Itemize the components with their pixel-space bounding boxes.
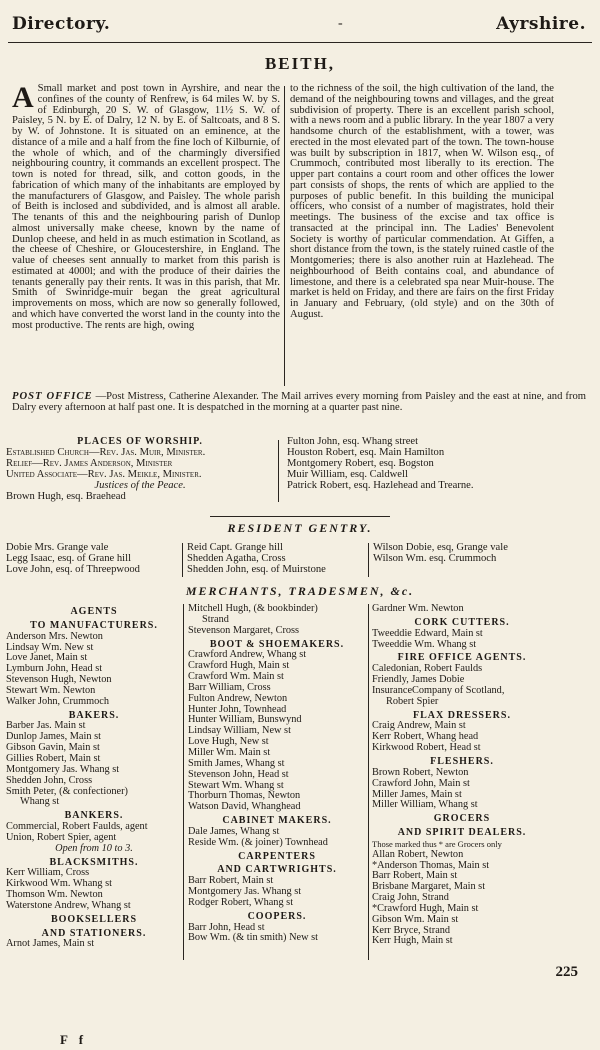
trade-entry: Friendly, James Dobie [372, 674, 465, 686]
trade-entry: Love Janet, Main st [6, 652, 88, 664]
trade-entry: Stewart Wm. Whang st [188, 779, 284, 791]
gentry-entry: Dobie Mrs. Grange vale [6, 542, 109, 553]
trade-heading: AND CARTWRIGHTS. [217, 864, 337, 876]
trade-entry: Shedden John, Cross [6, 774, 93, 786]
trade-heading: CARPENTERS [238, 850, 316, 862]
trade-entry: Barr Robert, Main st [372, 870, 458, 882]
trade-entry: Arnot James, Main st [6, 938, 95, 950]
trade-entry: Mitchell Hugh, (& bookbinder) [188, 603, 318, 614]
intro-right-column [290, 84, 554, 321]
worship-heading: PLACES OF WORSHIP. [77, 436, 203, 447]
gentry-divider-1 [182, 543, 183, 577]
justice-entry: Montgomery Robert, esq. Bogston [287, 457, 434, 469]
trade-entry: Gibson Wm. Main st [372, 913, 459, 925]
trade-entry: Craig John, Strand [372, 892, 449, 904]
trade-entry: Barber Jas. Main st [6, 720, 86, 732]
gentry-entry: Wilson Wm. esq. Crummoch [373, 552, 497, 564]
running-head-left: Directory. [12, 14, 111, 34]
gentry-entry: Shedden John, esq. of Muirstone [187, 563, 326, 575]
trade-entry: Tweeddie Edward, Main st [372, 627, 483, 639]
running-head-dash: - [338, 16, 343, 31]
justices-heading: Justices of the Peace. [94, 479, 186, 491]
trades-divider-1 [183, 604, 184, 960]
trade-entry: Montgomery Jas. Whang st [188, 886, 302, 898]
drop-cap: A [12, 81, 34, 114]
justice-entry: Muir William, esq. Caldwell [287, 468, 408, 480]
trade-entry: Union, Robert Spier, agent [6, 831, 117, 843]
trade-entry: Strand [202, 613, 229, 625]
trade-entry: Crawford John, Main st [372, 777, 470, 789]
trade-entry: Hunter John, Townhead [188, 703, 287, 715]
signature-mark: F f [60, 1032, 88, 1047]
trade-entry: Smith Peter, (& confectioner) [6, 785, 128, 797]
trade-entry: Lindsay Wm. New st [6, 641, 94, 653]
trade-heading: AND SPIRIT DEALERS. [397, 827, 527, 839]
worship-item: United Associate—Rev. Jas. Meikle, Minister. [6, 468, 202, 480]
merchants-heading: MERCHANTS, TRADESMEN, &c. [185, 584, 415, 598]
trade-entry: Stevenson Margaret, Cross [188, 624, 300, 636]
trade-heading: CABINET MAKERS. [222, 815, 332, 827]
header-rule [8, 42, 592, 43]
trade-entry: Fulton Andrew, Newton [188, 692, 288, 704]
trade-heading: FLESHERS. [430, 755, 494, 767]
trades-divider-2 [368, 604, 369, 960]
trade-entry: Allan Robert, Newton [372, 848, 464, 860]
trade-entry: Miller Wm. Main st [188, 746, 271, 758]
page-number: 225 [555, 964, 578, 980]
trade-entry: Montgomery Jas. Whang st [6, 763, 120, 775]
trade-entry: Barr William, Cross [188, 681, 271, 693]
trade-entry: Hunter William, Bunswynd [188, 714, 302, 726]
justice-entry: Patrick Robert, esq. Hazlehead and Trearne. [287, 479, 474, 491]
trade-entry: Gillies Robert, Main st [6, 752, 101, 764]
justice-entry: Fulton John, esq. Whang street [287, 436, 419, 447]
intro-right-text: to the richness of the soil, the high cultivation of the land, the demand of the neighbouring towns and villages, and the great subdivision of property. There is an excellent parish school, with a news room and a public library. In the year 1807 a very handsome church of the establishment, with a tower, was erected in the most elevated part of the town. The town-house was built by subscription in 1817, when W. Wilson esq., of Crummoch, contributed most liberally to its erection. The upper part contains a court room and other offices the lower part consists of shops, the rents of which are applied to the purposes of public benefit. In this building the municipal officers, who consist of a number of magistrates, hold their meetings. The business of the excise and tax office is transacted at the principal inn. The Ladies' Benevolent Society is worthy of particular commendation. At Giffen, a short distance from the town, is the stately ruined castle of the Montgomeries; there is also another ruin at Hazlehead. The neighbourhood of Beith contains coal, and abundance of limestone, and there is a celebrated spa near Muir-house. The market is held on Friday, and there are fairs on the first Friday in January and February, (old style) and on the 30th of August. [290, 83, 554, 320]
trade-entry: Kerr Hugh, Main st [372, 935, 453, 947]
trade-entry: Barr John, Head st [188, 921, 265, 933]
gentry-rule [210, 516, 390, 517]
trade-entry: Those marked thus * are Grocers only [372, 838, 502, 849]
gentry-entry: Wilson Dobie, esq, Grange vale [373, 542, 508, 553]
trade-entry: *Anderson Thomas, Main st [372, 859, 490, 871]
trade-entry: Stevenson John, Head st [188, 768, 289, 780]
gentry-col-1 [6, 543, 182, 576]
trade-entry: Kerr Bryce, Strand [372, 924, 451, 936]
intro-divider [284, 86, 285, 386]
worship-divider [278, 440, 279, 502]
trades-column-left [6, 604, 182, 950]
post-office-label: POST OFFICE [12, 391, 93, 402]
trade-entry: Reside Wm. (& joiner) Townhead [188, 836, 328, 848]
trade-entry: Craig Andrew, Main st [372, 720, 466, 732]
trade-heading: AND STATIONERS. [41, 927, 147, 939]
trade-entry: Tweeddie Wm. Whang st [372, 638, 477, 650]
trade-heading: TO MANUFACTURERS. [30, 619, 158, 631]
trade-entry: Watson David, Whanghead [188, 801, 301, 813]
trade-entry: Whang st [20, 796, 60, 808]
trade-heading: AGENTS [70, 606, 118, 617]
trade-entry: Thorburn Thomas, Newton [188, 790, 301, 802]
trade-entry: Kerr William, Cross [6, 867, 90, 879]
trade-entry: Robert Spier [386, 695, 439, 707]
page-title: BEITH, [264, 54, 336, 73]
trade-heading: BANKERS. [64, 810, 124, 822]
trade-heading: BLACKSMITHS. [49, 856, 139, 868]
trades-column-middle [188, 604, 366, 944]
trade-heading: BOOKSELLERS [50, 913, 138, 925]
trade-entry: Miller James, Main st [372, 788, 462, 800]
trade-entry: Kirkwood Wm. Whang st [6, 878, 113, 890]
trade-entry: Gardner Wm. Newton [372, 603, 464, 614]
trade-entry: Anderson Mrs. Newton [6, 630, 103, 642]
trade-entry: Rodger Robert, Whang st [188, 896, 294, 908]
trade-heading: GROCERS [433, 813, 491, 825]
post-office-text: —Post Mistress, Catherine Alexander. The Mail arrives every morning from Paisley and the east at nine, and from Dalry every afternoon at half past one. It is despatched in the morning at a quarter past nine. [12, 391, 586, 413]
trade-heading: CORK CUTTERS. [414, 616, 510, 628]
trade-entry: Brown Robert, Newton [372, 766, 469, 778]
intro-left-column [12, 81, 280, 331]
gentry-entry: Reid Capt. Grange hill [187, 542, 283, 553]
justice-entry: Brown Hugh, esq. Braehead [6, 490, 126, 502]
gentry-entry: Love John, esq. of Threepwood [6, 563, 140, 575]
trade-entry: Dunlop James, Main st [6, 731, 101, 743]
trade-entry: Bow Wm. (& tin smith) New st [188, 932, 318, 944]
trade-entry: Open from 10 to 3. [55, 842, 133, 854]
gentry-divider-2 [368, 543, 369, 577]
places-of-worship [6, 437, 274, 502]
trade-entry: Smith James, Whang st [188, 757, 285, 769]
trade-entry: Stevenson Hugh, Newton [6, 674, 112, 686]
trade-entry: Miller William, Whang st [372, 799, 478, 811]
justices-list [287, 437, 587, 492]
gentry-entry: Legg Isaac, esq. of Grane hill [6, 552, 132, 564]
worship-item: Relief—Rev. James Anderson, Minister [6, 457, 173, 469]
trade-entry: Commercial, Robert Faulds, agent [6, 821, 148, 833]
trade-entry: *Crawford Hugh, Main st [372, 902, 479, 914]
trade-entry: Lymburn John, Head st [6, 663, 103, 675]
trade-entry: Love Hugh, New st [188, 736, 269, 748]
gentry-col-2 [187, 543, 367, 576]
trade-entry: Thomson Wm. Newton [6, 889, 103, 901]
trade-entry: Caledonian, Robert Faulds [372, 663, 483, 675]
trade-entry: Barr Robert, Main st [188, 875, 274, 887]
trade-entry: Crawford Hugh, Main st [188, 660, 290, 672]
gentry-entry: Shedden Agatha, Cross [187, 552, 286, 564]
trade-heading: BOOT & SHOEMAKERS. [209, 638, 345, 650]
trade-entry: Dale James, Whang st [188, 825, 280, 837]
trade-entry: Crawford Andrew, Whang st [188, 649, 307, 661]
trade-entry: Walker John, Crummoch [6, 695, 109, 707]
trade-heading: FLAX DRESSERS. [413, 709, 511, 721]
trade-entry: InsuranceCompany of Scotland, [372, 684, 505, 696]
trade-entry: Gibson Gavin, Main st [6, 742, 100, 754]
trade-entry: Lindsay William, New st [188, 725, 291, 737]
post-office-notice [12, 391, 586, 413]
trade-entry: Stewart Wm. Newton [6, 684, 96, 696]
intro-left-text: Small market and post town in Ayrshire, and near the confines of the county of Renfrew, is 64 miles W. by S. of Edinburgh, 20 S. W. of Glasgow, 11½ S. W. of Paisley, 5 N. by E. of Dalry, 12 N. by E. of Saltcoats, and 8 S. by W. of Johnstone. It is situated on an eminence, at the distance of a mile and a half from the fine loch of Kilburnie, of the whole of which, and of the charmingly diversified neighbouring country, it commands an excellent prospect. The town is noted for thread, silk, and cotton goods, in the fabrication of which many of the inhabitants are employed by the manufacturers of Glasgow, and Paisley. The whole parish of Beith is inclosed and subdivided, and is almost all arable. The tenants of this and the neighbouring parish of Dunlop almost universally make cheese, known by the name of Dunlop cheese, and held in as much estimation in Scotland, as the cheese of Cheshire, or Gloucestershire, in England. The value of cheeses sent annually to market from this parish is estimated at 4000l; and with the produce of their dairies the tenants generally pay their rents. It was in this parish, that Mr. Smith of Swinridge-muir began the great agricultural improvements on moss, which are now so generally followed, and which have converted the worst land in the county into the most productive. The rents are high, owing [12, 83, 280, 331]
trade-heading: FIRE OFFICE AGENTS. [397, 652, 527, 664]
trade-entry: Kerr Robert, Whang head [372, 731, 479, 743]
trade-entry: Waterstone Andrew, Whang st [6, 899, 131, 911]
running-head-right: Ayrshire. [496, 14, 586, 34]
trade-entry: Crawford Wm. Main st [188, 671, 284, 683]
gentry-col-3 [373, 543, 593, 565]
worship-item: Established Church—Rev. Jas. Muir, Minister. [6, 446, 206, 458]
trade-entry: Brisbane Margaret, Main st [372, 881, 486, 893]
trade-heading: BAKERS. [68, 709, 120, 721]
gentry-heading: RESIDENT GENTRY. [227, 521, 373, 535]
trade-entry: Kirkwood Robert, Head st [372, 742, 481, 754]
trade-heading: COOPERS. [247, 910, 307, 922]
trades-column-right [372, 604, 552, 947]
justice-entry: Houston Robert, esq. Main Hamilton [287, 446, 445, 458]
